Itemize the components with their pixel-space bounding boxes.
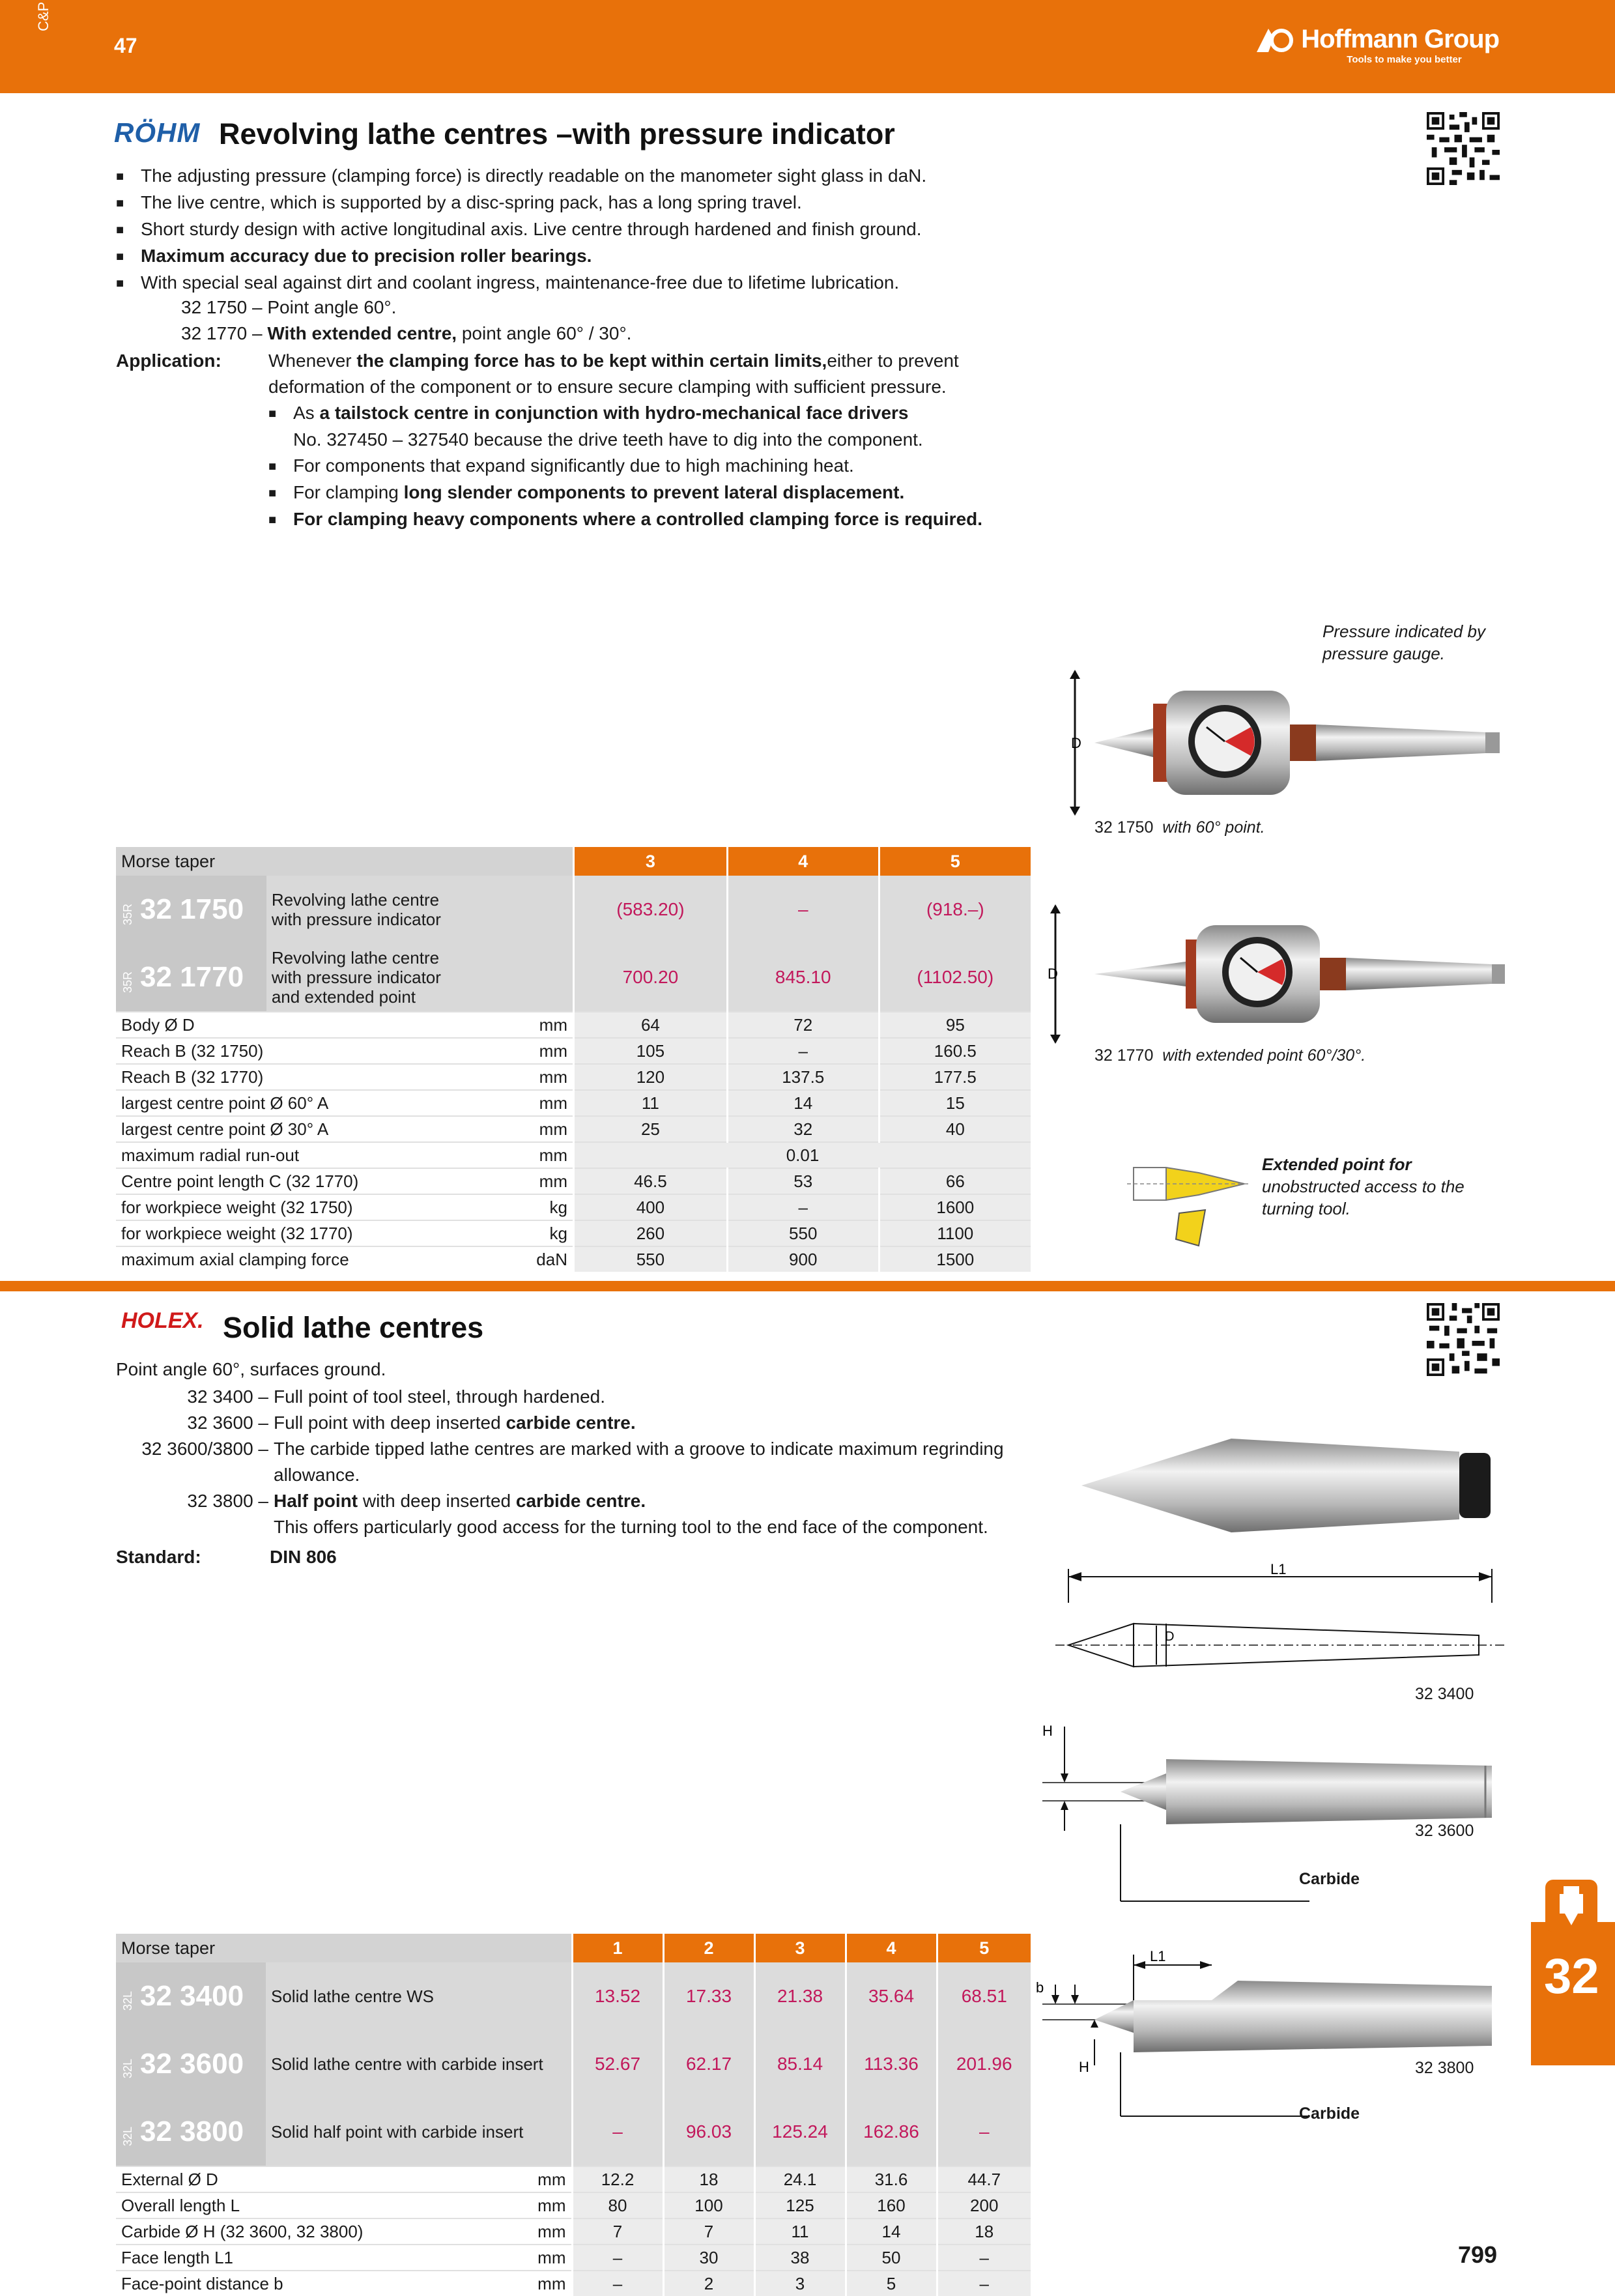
spec-label: maximum axial clamping force	[116, 1246, 528, 1272]
price-cell[interactable]: 162.86	[846, 2098, 937, 2166]
table-321750-specs	[116, 847, 1031, 1272]
price-cell[interactable]: 13.52	[572, 1962, 663, 2030]
spec-value: –	[572, 2245, 663, 2271]
application-bullet: ■ For clamping heavy components where a controlled clamping force is required.	[268, 506, 1141, 533]
spec-unit: mm	[526, 2245, 572, 2271]
article-code: 32 3800	[140, 2116, 244, 2147]
spec-label: Face-point distance b	[116, 2271, 526, 2296]
spec-value: 12.2	[572, 2166, 663, 2192]
price-cell[interactable]: –	[727, 876, 879, 943]
spec-value: 50	[846, 2245, 937, 2271]
section2-intro: Point angle 60°, surfaces ground.	[116, 1359, 386, 1379]
feature-bullet: ■ Short sturdy design with active longitudinal axis. Live centre through hardened and finish ground.	[116, 216, 1132, 243]
article-code: 32 3400	[140, 1980, 244, 2012]
price-cell[interactable]: 125.24	[754, 2098, 846, 2166]
price-cell[interactable]: 35.64	[846, 1962, 937, 2030]
dimension-d-label: D	[1048, 966, 1058, 982]
application-bullet: ■ For components that expand significantly due to high machining heat.	[268, 453, 1141, 480]
spec-unit: mm	[526, 2271, 572, 2296]
spec-unit: mm	[528, 1116, 573, 1142]
spec-value: 100	[663, 2192, 754, 2218]
spec-value: 200	[937, 2192, 1031, 2218]
price-cell[interactable]: 68.51	[937, 1962, 1031, 2030]
spec-value: –	[727, 1038, 879, 1064]
qr-code-icon[interactable]	[1427, 1303, 1500, 1376]
hoffmann-logo[interactable]	[1301, 25, 1499, 65]
article-side-label: 35R	[121, 971, 134, 993]
standard-value: DIN 806	[270, 1547, 337, 1567]
spec-value: 5	[846, 2271, 937, 2296]
spec-value: –	[572, 2271, 663, 2296]
price-cell[interactable]: 700.20	[573, 943, 727, 1012]
header-page-ref: 47	[114, 34, 137, 57]
price-cell[interactable]: (583.20)	[573, 876, 727, 943]
spec-value: 31.6	[846, 2166, 937, 2192]
spec-value: –	[937, 2271, 1031, 2296]
spec-value: 0.01	[573, 1142, 1031, 1168]
drawing-323800	[1036, 1948, 1505, 2124]
table-row	[116, 2271, 1031, 2296]
price-cell[interactable]: 201.96	[937, 2030, 1031, 2098]
size-header: 4	[727, 847, 879, 876]
spec-value: 66	[879, 1168, 1031, 1194]
article-description: Revolving lathe centre with pressure indicator and extended point	[266, 943, 574, 1012]
spec-label: Centre point length C (32 1770)	[116, 1168, 528, 1194]
article-code: 32 1770	[140, 961, 244, 993]
spec-value: 46.5	[573, 1168, 727, 1194]
rohm-brand-logo: RÖHM	[114, 117, 201, 148]
drawing-323600-code: 32 3600	[1415, 1822, 1474, 1840]
article-row-321750[interactable]	[116, 876, 1031, 943]
spec-unit: daN	[528, 1246, 573, 1272]
page-number: 799	[1458, 2241, 1498, 2268]
table-row	[116, 1246, 1031, 1272]
spec-label: External Ø D	[116, 2166, 526, 2192]
spec-unit: mm	[528, 1038, 573, 1064]
spec-value: 38	[754, 2245, 846, 2271]
table-row	[116, 1194, 1031, 1220]
table-row	[116, 1142, 1031, 1168]
drawing-323400-code: 32 3400	[1415, 1685, 1474, 1703]
spec-value: 25	[573, 1116, 727, 1142]
dimension-h-label: H	[1079, 2059, 1089, 2075]
spec-value: 44.7	[937, 2166, 1031, 2192]
spec-label: Reach B (32 1750)	[116, 1038, 528, 1064]
spec-unit: kg	[528, 1220, 573, 1246]
drawing-323600	[1036, 1720, 1505, 1909]
size-header: 2	[663, 1934, 754, 1962]
spec-unit: mm	[526, 2192, 572, 2218]
drawing-323400	[1055, 1564, 1505, 1694]
variant-line: 32 3600/3800 – The carbide tipped lathe centres are marked with a groove to indicate maximum regrinding allowance.	[141, 1439, 1004, 1485]
spec-value: –	[727, 1194, 879, 1220]
feature-bullet: ■ With special seal against dirt and coolant ingress, maintenance-free due to lifetime lubrication.	[116, 270, 1132, 296]
application-bullet: ■ As a tailstock centre in conjunction with hydro-mechanical face drivers No. 327450 – 327540 because the drive teeth have to dig into the component.	[268, 400, 1141, 453]
application-bullet: ■ For clamping long slender components to prevent lateral displacement.	[268, 480, 1141, 506]
spec-value: 18	[937, 2218, 1031, 2245]
table-header-row	[116, 1934, 1031, 1962]
article-code: 32 3600	[140, 2048, 244, 2080]
variant-line: 32 1770 – With extended centre, point angle 60° / 30°.	[181, 323, 632, 343]
section2-title: Solid lathe centres	[223, 1311, 484, 1344]
article-code-cell[interactable]	[116, 943, 266, 1012]
spec-value: 550	[573, 1246, 727, 1272]
standard-label: Standard:	[116, 1547, 201, 1567]
price-cell[interactable]: 845.10	[727, 943, 879, 1012]
spec-unit: mm	[528, 1168, 573, 1194]
spec-label: Body Ø D	[116, 1012, 528, 1038]
size-header: 3	[754, 1934, 846, 1962]
spec-value: 30	[663, 2245, 754, 2271]
size-header: 3	[573, 847, 727, 876]
price-cell[interactable]: –	[937, 2098, 1031, 2166]
variant-line: 32 1750 – Point angle 60°.	[181, 297, 397, 317]
spec-value: 18	[663, 2166, 754, 2192]
table-header-row	[116, 847, 1031, 876]
spec-value: 137.5	[727, 1064, 879, 1090]
price-cell[interactable]: 17.33	[663, 1962, 754, 2030]
article-code-cell[interactable]	[116, 2098, 266, 2166]
table-row	[116, 1090, 1031, 1116]
article-side-label: 32L	[121, 2059, 134, 2079]
article-description: Solid lathe centre WS	[266, 1962, 572, 2030]
spec-value: 24.1	[754, 2166, 846, 2192]
article-description: Revolving lathe centre with pressure indicator	[266, 876, 574, 943]
application-text: Whenever the clamping force has to be kept within certain limits,either to prevent deformation of the component or to ensure secure clamping with sufficient pressure.	[268, 351, 959, 397]
qr-code-icon[interactable]	[1427, 112, 1500, 185]
brand-name: Hoffmann Group	[1301, 25, 1499, 53]
table-row	[116, 2218, 1031, 2245]
price-cell[interactable]: 21.38	[754, 1962, 846, 2030]
spec-value: 550	[727, 1220, 879, 1246]
price-cell[interactable]: 96.03	[663, 2098, 754, 2166]
spec-value: 120	[573, 1064, 727, 1090]
article-code-cell[interactable]	[116, 876, 266, 943]
spec-label: largest centre point Ø 60° A	[116, 1090, 528, 1116]
spec-label: Reach B (32 1770)	[116, 1064, 528, 1090]
article-description: Solid lathe centre with carbide insert	[266, 2030, 572, 2098]
spec-value: 53	[727, 1168, 879, 1194]
drawing-323800-code: 32 3800	[1415, 2059, 1474, 2077]
revolving-centre-321750-image	[1055, 665, 1511, 821]
dimension-d-label: D	[1165, 1629, 1175, 1644]
table-row	[116, 1038, 1031, 1064]
spec-label: largest centre point Ø 30° A	[116, 1116, 528, 1142]
price-cell[interactable]: 62.17	[663, 2030, 754, 2098]
table-row	[116, 1116, 1031, 1142]
spec-value: 7	[663, 2218, 754, 2245]
dimension-d-label: D	[1071, 735, 1081, 751]
size-header: 1	[572, 1934, 663, 1962]
size-header: 5	[879, 847, 1031, 876]
spec-value: 1600	[879, 1194, 1031, 1220]
variant-line: 32 3800 – Half point with deep inserted carbide centre. This offers particularly good access for the turning tool to the end face of the component.	[187, 1491, 988, 1537]
spec-value: 3	[754, 2271, 846, 2296]
table-row	[116, 1220, 1031, 1246]
article-row-323400[interactable]	[116, 1962, 1031, 2030]
spec-value: 160	[846, 2192, 937, 2218]
spec-value: 11	[573, 1090, 727, 1116]
spec-label: for workpiece weight (32 1770)	[116, 1220, 528, 1246]
table-row	[116, 2166, 1031, 2192]
morse-taper-label: Morse taper	[116, 847, 573, 876]
spec-value: 14	[727, 1090, 879, 1116]
price-cell[interactable]: (918.–)	[879, 876, 1031, 943]
spec-value: 400	[573, 1194, 727, 1220]
variant-line: 32 3600 – Full point with deep inserted carbide centre.	[187, 1413, 636, 1433]
table-row	[116, 1168, 1031, 1194]
price-cell[interactable]: –	[572, 2098, 663, 2166]
spec-value: 32	[727, 1116, 879, 1142]
spec-value: 900	[727, 1246, 879, 1272]
spec-value: 2	[663, 2271, 754, 2296]
lathe-centre-icon	[1545, 1880, 1597, 1932]
feature-bullet: ■ Maximum accuracy due to precision roller bearings.	[116, 243, 1132, 270]
section1-variants	[181, 294, 1093, 347]
dimension-l1-label: L1	[1150, 1948, 1166, 1964]
variant-line: 32 3400 – Full point of tool steel, through hardened.	[187, 1386, 606, 1407]
article-row-323600[interactable]	[116, 2030, 1031, 2098]
spec-value: 40	[879, 1116, 1031, 1142]
table-row	[116, 2192, 1031, 2218]
image2-caption: 32 1770 with extended point 60°/30°.	[1094, 1046, 1366, 1065]
spec-label: Face length L1	[116, 2245, 526, 2271]
application-label: Application:	[116, 351, 222, 371]
spec-unit: kg	[528, 1194, 573, 1220]
article-side-label: 32L	[121, 1991, 134, 2011]
table-323400-specs	[116, 1934, 1031, 2296]
spec-value: 95	[879, 1012, 1031, 1038]
spec-value: 7	[572, 2218, 663, 2245]
extended-point-note: Extended point for unobstructed access to the turning tool.	[1262, 1155, 1465, 1218]
spec-value: 72	[727, 1012, 879, 1038]
spec-label: Overall length L	[116, 2192, 526, 2218]
solid-centre-photo	[1068, 1427, 1537, 1538]
spec-value: 1500	[879, 1246, 1031, 1272]
spec-label: maximum radial run-out	[116, 1142, 528, 1168]
spec-value: 105	[573, 1038, 727, 1064]
spec-value: 64	[573, 1012, 727, 1038]
feature-bullet: ■ The live centre, which is supported by a disc-spring pack, has a long spring travel.	[116, 190, 1132, 216]
size-header: 5	[937, 1934, 1031, 1962]
chapter-number: 32	[1544, 1949, 1599, 2004]
article-code-cell[interactable]	[116, 1962, 266, 2030]
header-code: C&P	[35, 1, 51, 31]
section2-variants	[117, 1384, 1055, 1540]
dimension-h-label: H	[1042, 1723, 1053, 1739]
application-bullets	[268, 400, 1141, 533]
image1-caption: 32 1750 with 60° point.	[1094, 818, 1265, 837]
article-row-323800[interactable]	[116, 2098, 1031, 2166]
price-cell[interactable]: 85.14	[754, 2030, 846, 2098]
article-code: 32 1750	[140, 893, 244, 925]
article-description: Solid half point with carbide insert	[266, 2098, 572, 2166]
spec-unit: mm	[528, 1012, 573, 1038]
spec-value: 160.5	[879, 1038, 1031, 1064]
section-divider	[0, 1281, 1615, 1291]
morse-taper-label: Morse taper	[116, 1934, 572, 1962]
carbide-label: Carbide	[1299, 1870, 1360, 1888]
spec-label: Carbide Ø H (32 3600, 32 3800)	[116, 2218, 526, 2245]
section1-bullet-list	[116, 163, 1132, 296]
size-header: 4	[846, 1934, 937, 1962]
price-cell[interactable]: (1102.50)	[879, 943, 1031, 1012]
spec-value: –	[937, 2245, 1031, 2271]
spec-value: 260	[573, 1220, 727, 1246]
spec-unit: mm	[526, 2218, 572, 2245]
extended-point-diagram	[1127, 1148, 1251, 1252]
brand-tagline: Tools to make you better	[1347, 54, 1462, 65]
dimension-b-label: b	[1036, 1979, 1044, 1996]
article-side-label: 32L	[121, 2127, 134, 2147]
spec-unit: mm	[528, 1090, 573, 1116]
carbide-label: Carbide	[1299, 2104, 1360, 2123]
table-row	[116, 1064, 1031, 1090]
pressure-gauge-note: Pressure indicated by pressure gauge.	[1322, 622, 1486, 663]
article-row-321770[interactable]	[116, 943, 1031, 1012]
spec-value: 1100	[879, 1220, 1031, 1246]
spec-unit: mm	[528, 1064, 573, 1090]
spec-value: 11	[754, 2218, 846, 2245]
spec-value: 177.5	[879, 1064, 1031, 1090]
dimension-l1-label: L1	[1270, 1564, 1287, 1577]
price-cell[interactable]: 113.36	[846, 2030, 937, 2098]
holex-brand-logo: HOLEX.	[121, 1308, 204, 1333]
feature-bullet: ■ The adjusting pressure (clamping force) is directly readable on the manometer sight glass in daN.	[116, 163, 1132, 190]
hoffmann-logo-icon	[1254, 26, 1293, 55]
table-row	[116, 1012, 1031, 1038]
section1-title: Revolving lathe centres –with pressure indicator	[219, 117, 895, 151]
spec-label: for workpiece weight (32 1750)	[116, 1194, 528, 1220]
table-row	[116, 2245, 1031, 2271]
spec-value: 80	[572, 2192, 663, 2218]
spec-unit: mm	[526, 2166, 572, 2192]
revolving-centre-321770-image	[1042, 899, 1511, 1049]
article-side-label: 35R	[121, 903, 134, 925]
article-code-cell[interactable]	[116, 2030, 266, 2098]
price-cell[interactable]: 52.67	[572, 2030, 663, 2098]
spec-value: 14	[846, 2218, 937, 2245]
spec-value: 15	[879, 1090, 1031, 1116]
spec-unit: mm	[528, 1142, 573, 1168]
spec-value: 125	[754, 2192, 846, 2218]
